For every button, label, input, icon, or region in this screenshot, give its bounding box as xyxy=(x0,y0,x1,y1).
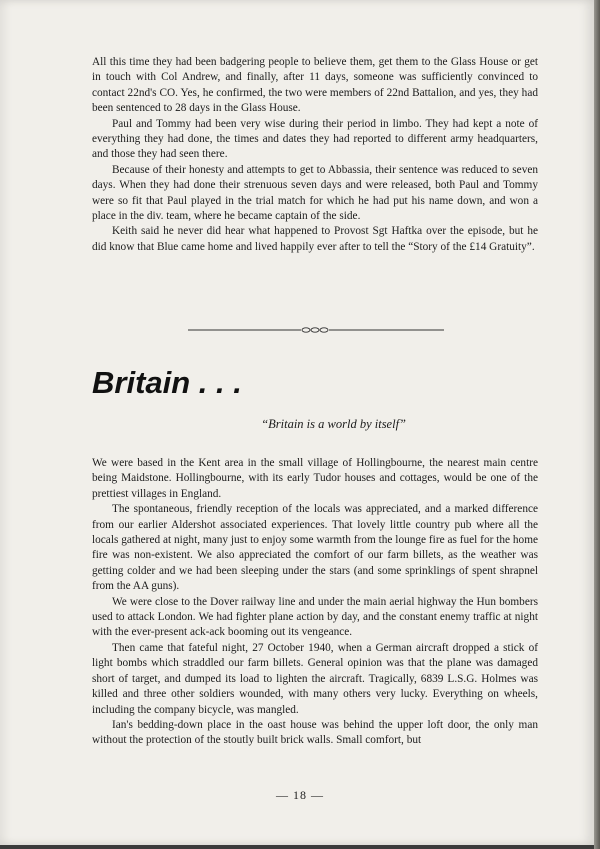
paragraph: We were based in the Kent area in the small village of Hollingbourne, the nearest main centre being Maidstone. Hollingbourne, with its early Tudor houses and cottages, would be one of the prettiest villages in England. xyxy=(92,457,538,500)
paragraph: The spontaneous, friendly reception of the locals was appreciated, and a marked difference from our earlier Aldershot associated experiences. That lovely little country pub where all the locals gathered at night, many just to enjoy some warmth from the lounge fire as fuel for the home fire was non-existent. We also appreciated the comfort of our farm billets, as the weather was getting colder and we had been sleeping under the stars (and some sprinklings of spent shrapnel from the AA guns). xyxy=(92,503,538,593)
paragraph: Paul and Tommy had been very wise during their period in limbo. They had kept a note of everything they had done, the times and dates they had reported to different army headquarters, and those they had seen there. xyxy=(92,117,538,161)
book-spine-edge xyxy=(594,0,600,849)
page-number: — 18 — xyxy=(276,788,324,802)
paragraph: Because of their honesty and attempts to get to Abbassia, their sentence was reduced to seven days. When they had done their strenuous seven days and were released, both Paul and Tommy were so fit that Paul played in the trial match for which he had put his name down, and won a place in the div. team, where he became captain of the side. xyxy=(92,163,538,223)
paragraph: Keith said he never did hear what happened to Provost Sgt Haftka over the episode, but he did know that Blue came home and lived happily ever after to tell the “Story of the £14 Gratuity”. xyxy=(92,225,538,253)
section-divider-ornament xyxy=(188,327,444,333)
paragraph: Ian's bedding-down place in the oast house was behind the upper loft door, the only man without the protection of the stoutly built brick walls. Small comfort, but xyxy=(92,718,538,747)
paragraph: All this time they had been badgering people to believe them, get them to the Glass House or get in touch with Col Andrew, and finally, after 11 days, someone was sufficiently convinced to contact 22nd's CO. Yes, he confirmed, the two were members of 22nd Battalion, and yes, they had been sentenced to 28 days in the Glass House. xyxy=(92,56,538,115)
bottom-text-block xyxy=(92,456,538,749)
top-text-block xyxy=(92,55,538,255)
paragraph: We were close to the Dover railway line and under the main aerial highway the Hun bombers used to attack London. We had fighter plane action by day, and the constant enemy traffic at night with the ever-present ack-ack booming out its vengeance. xyxy=(92,595,538,639)
epigraph: “Britain is a world by itself” xyxy=(261,417,406,431)
section-heading: Britain . . . xyxy=(92,365,242,400)
paragraph: Then came that fateful night, 27 October 1940, when a German aircraft dropped a stick of light bombs which straddled our farm billets. General opinion was that the plane was damaged short of target, and dumped its load to lighten the aircraft. Tragically, 6839 L.S.G. Holmes was killed and three other soldiers wounded, with many others very lucky. Everything on wheels, including the company bicycle, was mangled. xyxy=(92,641,538,716)
